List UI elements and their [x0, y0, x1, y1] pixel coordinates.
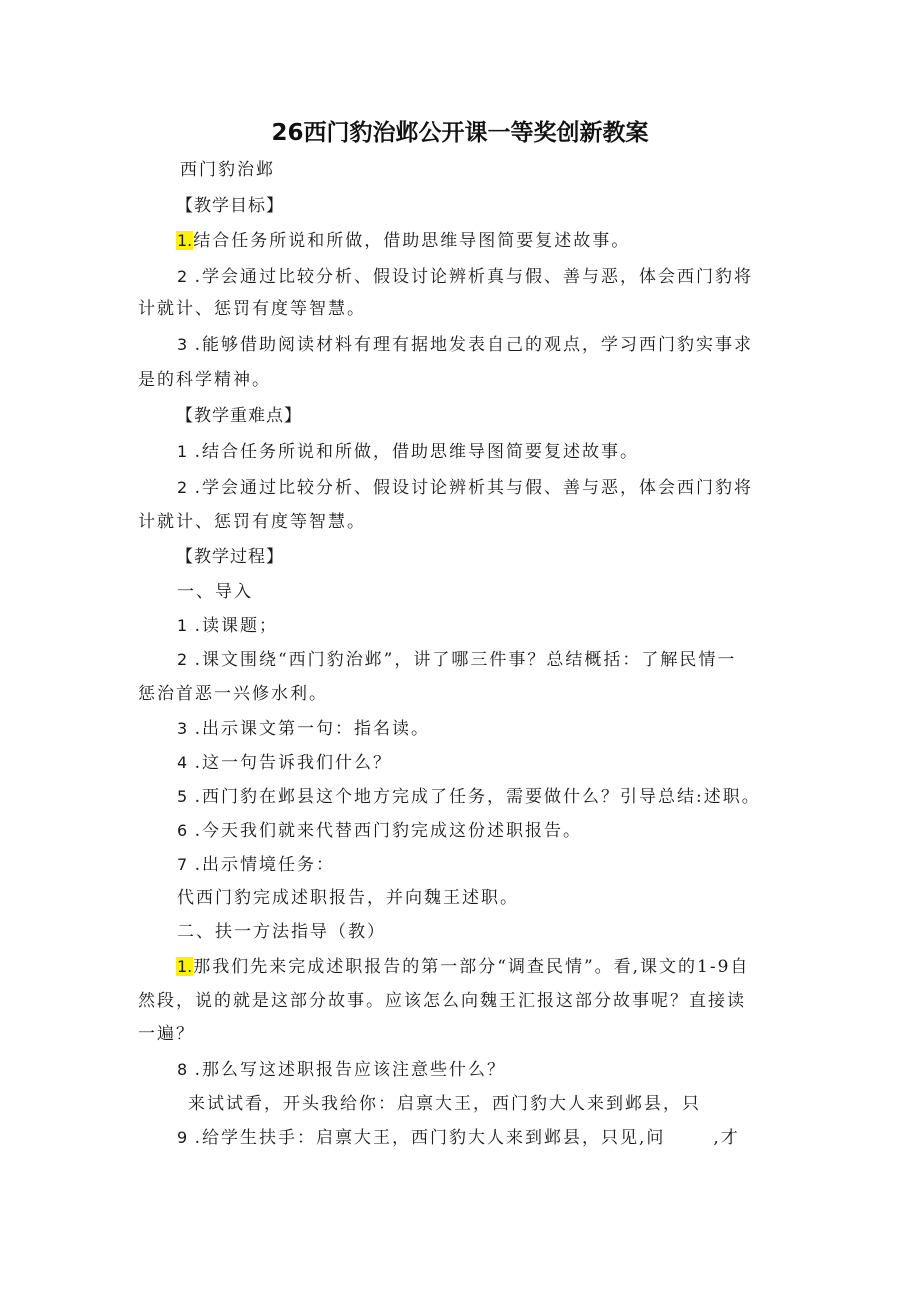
part1-item-7 — [177, 853, 335, 877]
part2-item-9-tail: ,才 — [713, 1128, 740, 1148]
part1-item-3-number: 3 — [177, 719, 188, 738]
part1-item-5-text: .西门豹在邺县这个地方完成了任务，需要做什么？引导总结:述职。 — [187, 787, 761, 807]
difficulty-1-text: .结合任务所说和所做，借助思维导图简要复述故事。 — [187, 442, 639, 462]
part1-item-7-number: 7 — [177, 855, 188, 874]
difficulty-1 — [177, 440, 639, 464]
part1-item-5 — [177, 785, 761, 809]
objective-3-text: .能够借助阅读材料有理有据地发表自己的观点，学习西门豹实事求 — [187, 335, 753, 355]
part2-item-1-text: 那我们先来完成述职报告的第一部分“调查民情”。看,课文的1-9自 — [193, 957, 750, 977]
part1-item-2-text: .课文围绕“西门豹治邺”，讲了哪三件事？总结概括：了解民情一 — [187, 650, 737, 670]
part1-item-2-continued: 惩治首恶一兴修水利。 — [138, 684, 328, 704]
difficulty-2-text: .学会通过比较分析、假设讨论辨析其与假、善与恶，体会西门豹将 — [187, 478, 753, 498]
objective-1-text: 结合任务所说和所做，借助思维导图简要复述故事。 — [193, 231, 631, 251]
difficulty-2 — [177, 476, 753, 500]
part1-item-6-number: 6 — [177, 821, 188, 840]
part1-item-3-text: .出示课文第一句：指名读。 — [187, 719, 430, 739]
difficulty-2-continued: 计就计、惩罚有度等智慧。 — [138, 512, 366, 532]
part1-heading: 一、导入 — [177, 582, 253, 602]
part1-item-1-number: 1 — [177, 616, 188, 635]
part2-heading: 二、扶一方法指导（教） — [177, 922, 386, 942]
part1-item-1 — [177, 614, 278, 638]
part2-item-8 — [177, 1058, 506, 1082]
part1-item-5-number: 5 — [177, 787, 188, 806]
document-title: 26西门豹治邺公开课一等奖创新教案 — [271, 120, 649, 146]
part1-item-2-number: 2 — [177, 650, 188, 669]
lesson-subtitle: 西门豹治邺 — [180, 160, 275, 180]
objective-2-text: .学会通过比较分析、假设讨论辨析真与假、善与恶，体会西门豹将 — [187, 267, 753, 287]
part2-item-9-text: .给学生扶手：启禀大王，西门豹大人来到邺县，只见,问 — [187, 1128, 666, 1148]
objectives-heading: 【教学目标】 — [176, 196, 284, 216]
part1-item-6 — [177, 819, 582, 843]
difficulties-heading: 【教学重难点】 — [176, 406, 302, 426]
highlighted-number: 1. — [177, 231, 193, 250]
part1-item-3 — [177, 717, 430, 741]
objective-3 — [177, 333, 753, 357]
objective-2 — [177, 265, 753, 289]
objective-3-number: 3 — [177, 335, 188, 354]
process-heading: 【教学过程】 — [176, 547, 284, 567]
part2-item-1-continued: 然段，说的就是这部分故事。应该怎么向魏王汇报这部分故事呢？直接读 — [138, 991, 746, 1011]
objective-1 — [176, 229, 630, 253]
part2-item-1 — [176, 955, 749, 979]
part2-item-1-continued-2: 一遍？ — [138, 1024, 195, 1044]
part2-item-8-text: .那么写这述职报告应该注意些什么？ — [187, 1060, 506, 1080]
objective-2-number: 2 — [177, 267, 188, 286]
part2-item-8-number: 8 — [177, 1060, 188, 1079]
difficulty-2-number: 2 — [177, 478, 188, 497]
part1-item-4-number: 4 — [177, 753, 188, 772]
part1-item-1-text: .读课题； — [187, 616, 278, 636]
part1-item-4-text: .这一句告诉我们什么？ — [187, 753, 392, 773]
difficulty-1-number: 1 — [177, 442, 188, 461]
part1-item-7-text: .出示情境任务： — [187, 855, 335, 875]
try-line: 来试试看，开头我给你：启禀大王，西门豹大人来到邺县，只 — [188, 1094, 701, 1114]
objective-2-continued: 计就计、惩罚有度等智慧。 — [138, 299, 366, 319]
part2-item-9-number: 9 — [177, 1128, 188, 1147]
highlighted-number: 1. — [177, 957, 193, 976]
part1-item-4 — [177, 751, 392, 775]
part2-item-9 — [177, 1126, 740, 1150]
task-line: 代西门豹完成述职报告，并向魏王述职。 — [177, 888, 519, 908]
objective-3-continued: 是的科学精神。 — [138, 370, 271, 390]
part1-item-6-text: .今天我们就来代替西门豹完成这份述职报告。 — [187, 821, 582, 841]
part1-item-2 — [177, 648, 736, 672]
